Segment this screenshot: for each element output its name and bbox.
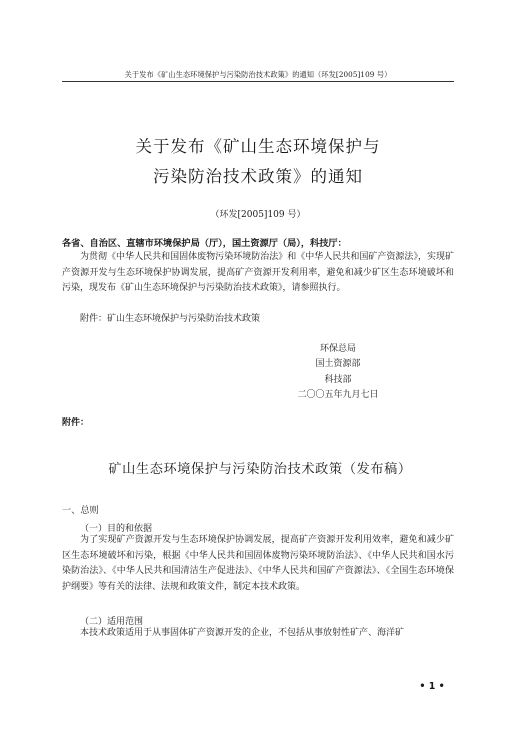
notice-title-line-1: 关于发布《矿山生态环境保护与	[135, 137, 381, 156]
notice-body-paragraph: 为贯彻《中华人民共和国固体废物污染环境防治法》和《中华人民共和国矿产资源法》，实现矿产资源开发与生态环境保护协调发展，提高矿产资源开发利用率，避免和减少矿区生态环境破坏和污染，现发布《矿山生态环境保护与污染防治技术政策》，请参照执行。	[62, 252, 454, 293]
issuer-epa: 环保总局	[319, 344, 356, 354]
subsection-body-purpose: 为了实现矿产资源开发与生态环境保护协调发展，提高矿产资源开发利用效率，避免和减少矿区生态环境破坏和污染，根据《中华人民共和国固体废物污染环境防治法》、《中华人民共和国水污染防治法》、《中华人民共和国清洁生产促进法》、《中华人民共和国矿产资源法》、《全国生态环境保护纲要》等有关的法律、法规和政策文件，制定本技术政策。	[62, 535, 454, 592]
document-number: （环发[2005]109 号）	[210, 210, 306, 220]
issue-date: 二〇〇五年九月七日	[297, 390, 379, 400]
attachment-label: 附件：	[62, 418, 90, 428]
issuer-most: 科技部	[324, 375, 352, 385]
header-rule	[62, 81, 454, 82]
subsection-heading-purpose: （一）目的和依据	[80, 524, 153, 534]
page-number: • 1 •	[419, 681, 445, 692]
subsection-body-scope: 本技术政策适用于从事固体矿产资源开发的企业，不包括从事放射性矿产、海洋矿	[80, 628, 405, 638]
recipients-line: 各省、自治区、直辖市环境保护局（厅），国土资源厅（局），科技厅：	[62, 238, 347, 249]
policy-title: 矿山生态环境保护与污染防治技术政策（发布稿）	[108, 462, 412, 477]
attachment-note: 附件：矿山生态环境保护与污染防治技术政策	[80, 314, 261, 324]
subsection-heading-scope: （二）适用范围	[80, 617, 144, 627]
running-header: 关于发布《矿山生态环境保护与污染防治技术政策》的通知（环发[2005]109 号）	[124, 70, 392, 79]
section-heading-general: 一、总则	[62, 505, 99, 516]
notice-title-line-2: 污染防治技术政策》的通知	[153, 167, 363, 186]
issuer-mlr: 国土资源部	[315, 359, 361, 369]
